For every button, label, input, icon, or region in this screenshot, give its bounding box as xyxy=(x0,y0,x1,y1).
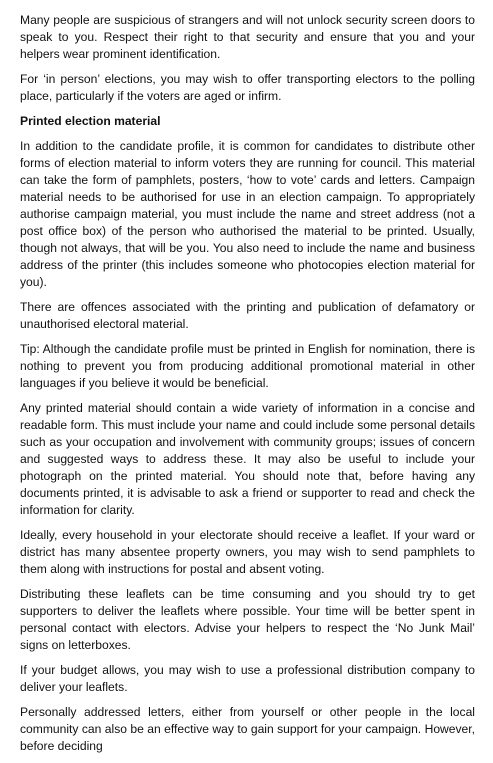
paragraph-distribution-company: If your budget allows, you may wish to use a professional distribution company to deliver your leaflets. xyxy=(20,663,475,694)
paragraph-printed-material-content: Any printed material should contain a wide variety of information in a concise and readable form. This must include your name and could include some personal details such as your occupation and involvement with community groups; issues of concern and suggested ways to address these. It may also be useful to include your photograph on the printed material. You should note that, before having any documents printed, it is advisable to ask a friend or supporter to read and check the information for clarity. xyxy=(20,401,475,517)
document-page xyxy=(20,12,475,763)
section-heading-printed-material: Printed election material xyxy=(20,114,161,128)
paragraph-election-material: In addition to the candidate profile, it is common for candidates to distribute other forms of election material to inform voters they are running for council. This material can take the form of pamphlets, posters, ‘how to vote’ cards and letters. Campaign material needs to be authorised for use in an election campaign. To appropriately authorise campaign material, you must include the name and street address (not a post office box) of the person who authorised the material to be printed. Usually, though not always, that will be you. You also need to include the name and business address of the printer (this includes someone who photocopies election material for you). xyxy=(20,139,475,289)
paragraph-security-doors: Many people are suspicious of strangers and will not unlock security screen doors to speak to you. Respect their right to that security and ensure that you and your helpers wear prominent identification. xyxy=(20,13,475,61)
paragraph-offences: There are offences associated with the printing and publication of defamatory or unauthorised electoral material. xyxy=(20,300,475,331)
paragraph-personal-letters: Personally addressed letters, either from yourself or other people in the local community can also be an effective way to gain support for your campaign. However, before deciding xyxy=(20,705,475,753)
paragraph-distributing-leaflets: Distributing these leaflets can be time consuming and you should try to get supporters to deliver the leaflets where possible. Your time will be better spent in personal contact with electors. Advise your helpers to respect the ‘No Junk Mail’ signs on letterboxes. xyxy=(20,587,475,652)
paragraph-household-leaflet: Ideally, every household in your electorate should receive a leaflet. If your ward or district has many absentee property owners, you may wish to send pamphlets to them along with instructions for postal and absent voting. xyxy=(20,528,475,576)
paragraph-tip-languages: Tip: Although the candidate profile must be printed in English for nomination, there is nothing to prevent you from producing additional promotional material in other languages if you believe it would be beneficial. xyxy=(20,342,475,390)
paragraph-transport-electors: For ‘in person’ elections, you may wish to offer transporting electors to the polling place, particularly if the voters are aged or infirm. xyxy=(20,72,475,103)
